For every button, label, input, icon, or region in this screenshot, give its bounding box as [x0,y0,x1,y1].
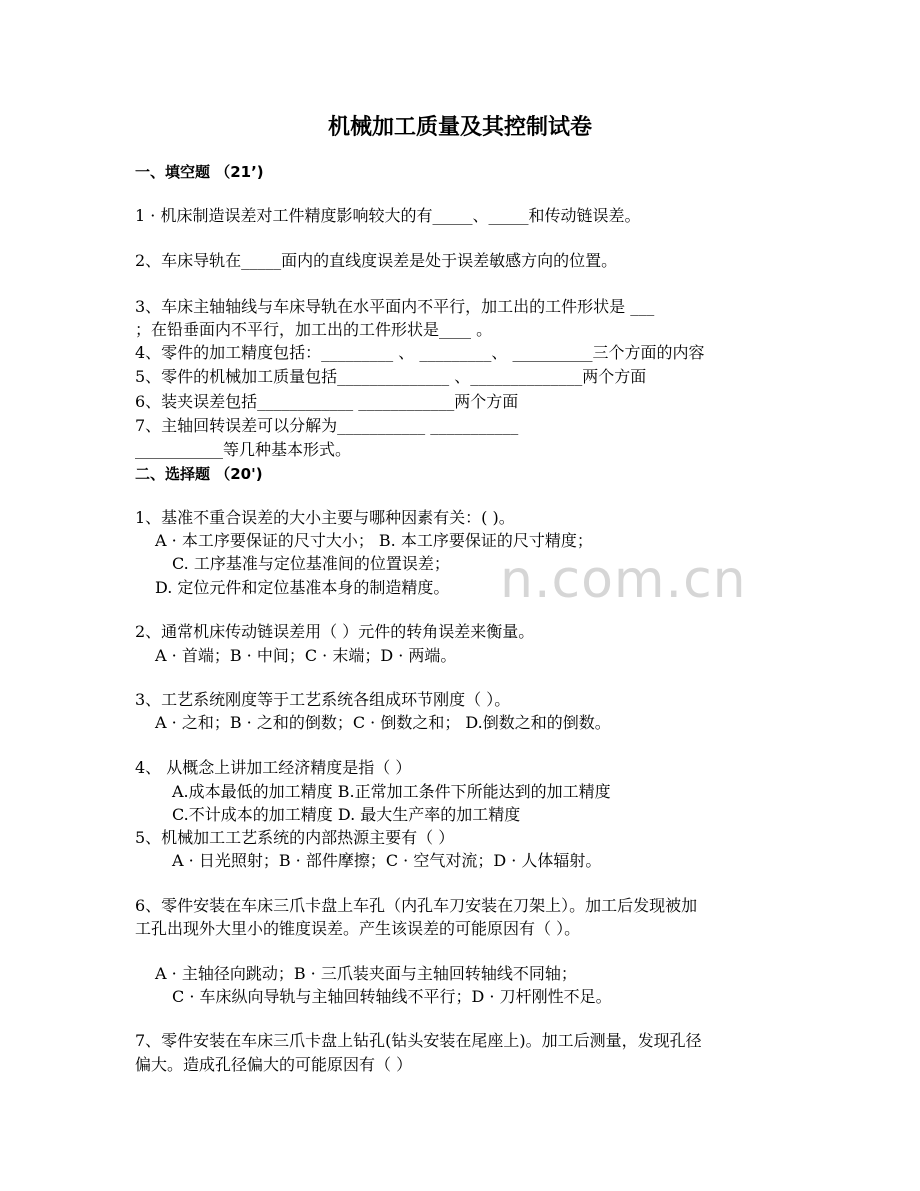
fill-q7-line2: ___________等几种基本形式。 [135,440,352,459]
page-title: 机械加工质量及其控制试卷 [327,115,592,140]
fill-q4: 4、零件的加工精度包括：_________ 、 _________、 __________三个方面的内容 [135,343,705,362]
choice-q1-option-d: D. 定位元件和定位基准本身的制造精度。 [155,578,450,597]
watermark: n.com.cn [500,550,747,610]
fill-q2: 2、车床导轨在_____面内的直线度误差是处于误差敏感方向的位置。 [135,251,618,270]
choice-q6-line2: 工孔出现外大里小的锥度误差。产生该误差的可能原因有（ ）。 [135,919,581,938]
choice-q4: 4、 从概念上讲加工经济精度是指（ ） [135,758,412,777]
fill-q7-line1: 7、主轴回转误差可以分解为___________ ___________ [135,416,519,435]
choice-q1-options-ab: A · 本工序要保证的尺寸大小； B. 本工序要保证的尺寸精度； [155,531,593,550]
choice-q3: 3、工艺系统刚度等于工艺系统各组成环节刚度（ ）。 [135,690,511,709]
choice-q5-options: A · 日光照射；B · 部件摩擦；C · 空气对流；D · 人体辐射。 [172,851,602,870]
section-heading-fill-in: 一、填空题 （21’) [135,163,264,181]
choice-q3-options: A · 之和；B · 之和的倒数；C · 倒数之和； D.倒数之和的倒数。 [155,713,611,732]
choice-q1: 1、基准不重合误差的大小主要与哪种因素有关：( )。 [135,508,515,527]
choice-q6-line1: 6、零件安装在车床三爪卡盘上车孔（内孔车刀安装在刀架上）。加工后发现被加 [135,896,698,915]
choice-q7-line2: 偏大。造成孔径偏大的可能原因有（ ） [135,1055,413,1074]
fill-q6: 6、装夹误差包括____________ ____________两个方面 [135,392,519,411]
choice-q6-options-ab: A · 主轴径向跳动；B · 三爪装夹面与主轴回转轴线不同轴； [155,964,577,983]
choice-q4-options-cd: C.不计成本的加工精度 D. 最大生产率的加工精度 [172,805,521,824]
section-heading-choice: 二、选择题 （20') [135,465,263,483]
choice-q2-options: A · 首端；B · 中间；C · 末端；D · 两端。 [155,646,457,665]
fill-q3-line2: ；在铅垂面内不平行，加工出的工件形状是____ 。 [135,320,493,339]
choice-q4-options-ab: A.成本最低的加工精度 B.正常加工条件下所能达到的加工精度 [172,782,611,801]
choice-q7-line1: 7、零件安装在车床三爪卡盘上钻孔(钻头安装在尾座上)。加工后测量，发现孔径 [135,1031,702,1050]
choice-q5: 5、机械加工工艺系统的内部热源主要有（ ） [135,828,455,847]
choice-q1-option-c: C. 工序基准与定位基准间的位置误差； [172,554,450,573]
choice-q2: 2、通常机床传动链误差用（ ）元件的转角误差来衡量。 [135,622,535,641]
fill-q3-line1: 3、车床主轴轴线与车床导轨在水平面内不平行，加工出的工件形状是 ___ [135,297,655,316]
fill-q5: 5、零件的机械加工质量包括______________ 、______________两个方面 [135,367,647,386]
fill-q1: 1 · 机床制造误差对工件精度影响较大的有_____、_____和传动链误差。 [135,206,641,225]
choice-q6-options-cd: C · 车床纵向导轨与主轴回转轴线不平行；D · 刀杆刚性不足。 [172,987,612,1006]
